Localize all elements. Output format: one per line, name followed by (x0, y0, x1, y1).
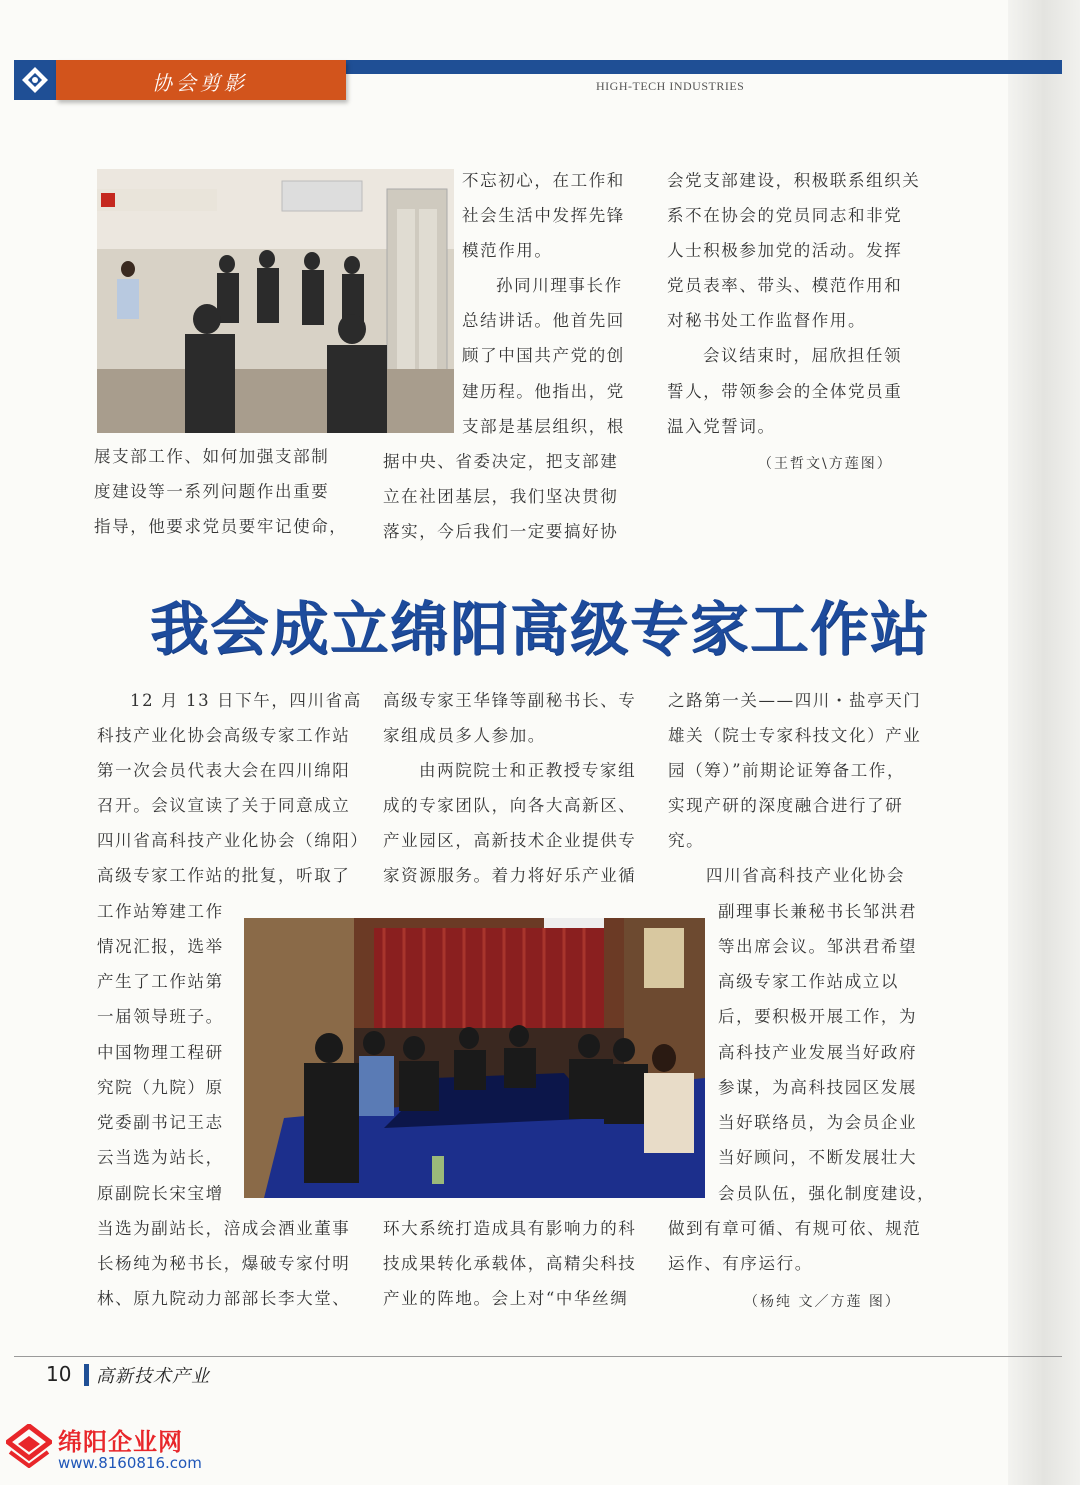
article2-line: 产业的阵地。会上对“中华丝绸 (383, 1289, 629, 1308)
section-tab (56, 60, 346, 100)
article1-line: 顾了中国共产党的创 (462, 346, 625, 365)
article1-line: 人士积极参加党的活动。发挥 (667, 241, 903, 260)
article2-line: 第一次会员代表大会在四川绵阳 (97, 761, 351, 780)
article2-line: 当好顾问，不断发展壮大 (718, 1148, 918, 1167)
site-logo-icon (6, 1424, 52, 1472)
article2-line: 技成果转化承载体，高精尖科技 (383, 1254, 637, 1273)
article2-line: 一届领导班子。 (97, 1007, 224, 1026)
watermark-url[interactable]: www.8160816.com (58, 1454, 202, 1472)
article2-line: 情况汇报，选举 (97, 937, 224, 956)
article1-line: 温入党誓词。 (667, 417, 776, 436)
article2-line: 成的专家团队，向各大高新区、 (383, 796, 637, 815)
article2-line: 当选为副站长，涪成会酒业董事 (97, 1219, 351, 1238)
page-number-divider (84, 1364, 89, 1386)
article1-line: 社会生活中发挥先锋 (462, 206, 625, 225)
article2-line: 究。 (668, 831, 705, 850)
article1-line: 不忘初心，在工作和 (462, 171, 625, 190)
diamond-ornament-icon (20, 65, 50, 95)
article1-line: 誓人，带领参会的全体党员重 (667, 382, 903, 401)
article1-line: 据中央、省委决定，把支部建 (383, 452, 619, 471)
header-english-tag: HIGH-TECH INDUSTRIES (596, 79, 745, 93)
article1-line: 孙同川理事长作 (496, 276, 623, 295)
article1-line: 系不在协会的党员同志和非党 (667, 206, 903, 225)
page-spine-shadow (1008, 0, 1080, 1485)
article2-line: 之路第一关——四川・盐亭天门 (668, 691, 922, 710)
article2-line: 当好联络员，为会员企业 (718, 1113, 918, 1132)
article2-line: 由两院院士和正教授专家组 (419, 761, 637, 780)
section-title: 协会剪影 (152, 71, 248, 95)
expert-meeting-photo (244, 918, 705, 1198)
article2-line: 产业园区，高新技术企业提供专 (383, 831, 637, 850)
article1-line: 立在社团基层，我们坚决贯彻 (383, 487, 619, 506)
article1-line: 支部是基层组织，根 (462, 417, 625, 436)
article2-line: 原副院长宋宝增 (97, 1184, 224, 1203)
article1-line: 落实，今后我们一定要搞好协 (383, 522, 619, 541)
article2-line: 参谋，为高科技园区发展 (718, 1078, 918, 1097)
party-meeting-photo (97, 169, 454, 433)
header-ornament (14, 60, 56, 100)
article2-line: 等出席会议。邹洪君希望 (718, 937, 918, 956)
article1-line: 总结讲话。他首先回 (462, 311, 625, 330)
article2-line: 究院（九院）原 (97, 1078, 224, 1097)
article2-line: 中国物理工程研 (97, 1043, 224, 1062)
article2-line: 实现产研的深度融合进行了研 (668, 796, 904, 815)
article2-line: 四川省高科技产业化协会 (706, 866, 906, 885)
article2-line: 党委副书记王志 (97, 1113, 224, 1132)
article1-line: 对秘书处工作监督作用。 (667, 311, 867, 330)
article2-line: 做到有章可循、有规可依、规范 (668, 1219, 922, 1238)
article2-line: 高级专家工作站的批复，听取了 (97, 866, 351, 885)
article2-line: 家组成员多人参加。 (383, 726, 546, 745)
article1-line: 指导，他要求党员要牢记使命， (94, 517, 348, 536)
article1-line: 建历程。他指出，党 (462, 382, 625, 401)
article2-line: 科技产业化协会高级专家工作站 (97, 726, 351, 745)
article2-line: 召开。会议宣读了关于同意成立 (97, 796, 351, 815)
article2-line: 云当选为站长， (97, 1148, 224, 1167)
article2-line: 四川省高科技产业化协会（绵阳） (97, 831, 369, 850)
article1-line: 会议结束时，屈欣担任领 (703, 346, 903, 365)
article2-line: 产生了工作站第 (97, 972, 224, 991)
article1-line: 会党支部建设，积极联系组织关 (667, 171, 921, 190)
article2-title: 我会成立绵阳高级专家工作站 (150, 595, 931, 663)
article2-line: 后，要积极开展工作，为 (718, 1007, 918, 1026)
article2-line: 环大系统打造成具有影响力的科 (383, 1219, 637, 1238)
article2-credit: （杨纯 文／方莲 图） (744, 1294, 901, 1310)
article2-line: 园（筹）”前期论证筹备工作， (668, 761, 906, 780)
article2-line: 林、原九院动力部部长李大堂、 (97, 1289, 351, 1308)
page-number: 10 (46, 1362, 72, 1386)
footer-rule (14, 1356, 1062, 1357)
magazine-name: 高新技术产业 (96, 1366, 210, 1387)
article2-line: 高科技产业发展当好政府 (718, 1043, 918, 1062)
article1-line: 模范作用。 (462, 241, 553, 260)
article2-line: 高级专家工作站成立以 (718, 972, 899, 991)
article1-line: 党员表率、带头、模范作用和 (667, 276, 903, 295)
article2-line: 副理事长兼秘书长邹洪君 (718, 902, 918, 921)
article2-line: 家资源服务。着力将好乐产业循 (383, 866, 637, 885)
article2-line: 12 月 13 日下午，四川省高 (130, 691, 362, 710)
watermark-site-name: 绵阳企业网 (58, 1428, 183, 1456)
article2-line: 会员队伍，强化制度建设， (718, 1184, 936, 1203)
article2-line: 雄关（院士专家科技文化）产业 (668, 726, 922, 745)
article1-line: 展支部工作、如何加强支部制 (94, 447, 330, 466)
article2-line: 高级专家王华锋等副秘书长、专 (383, 691, 637, 710)
article2-line: 长杨纯为秘书长，爆破专家付明 (97, 1254, 351, 1273)
article1-credit: （王哲文\方莲图） (758, 456, 893, 472)
article2-line: 运作、有序运行。 (668, 1254, 813, 1273)
article1-line: 度建设等一系列问题作出重要 (94, 482, 330, 501)
article2-line: 工作站筹建工作 (97, 902, 224, 921)
